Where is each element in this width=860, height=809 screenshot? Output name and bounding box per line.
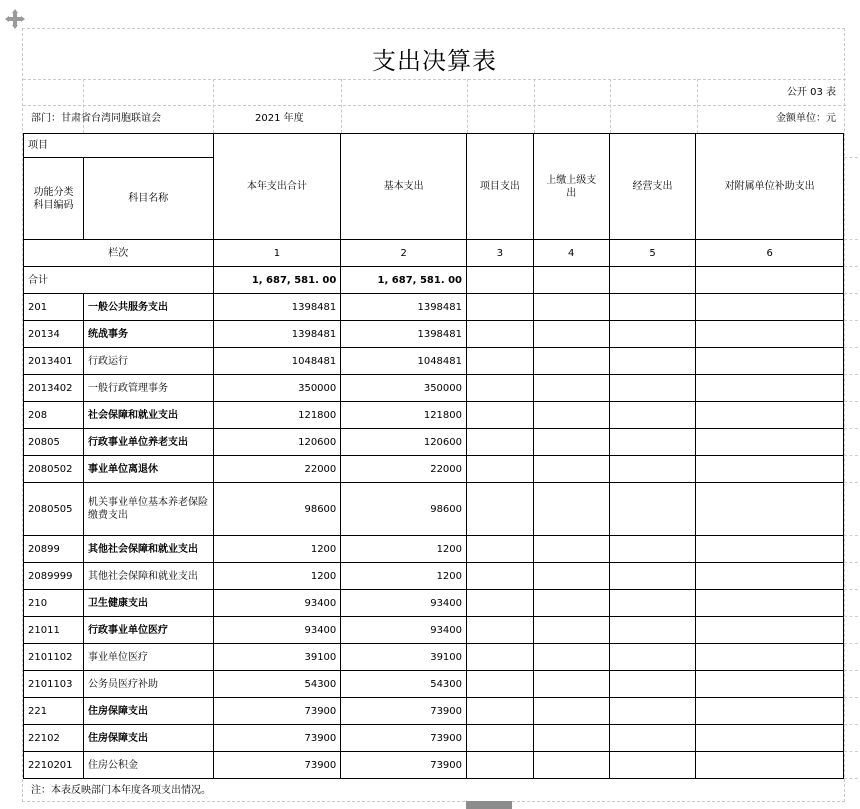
- total-expense: 39100: [213, 644, 341, 671]
- total-expense: 22000: [213, 456, 341, 483]
- subject-code: 201: [24, 294, 84, 321]
- total-expense: 73900: [213, 725, 341, 752]
- empty-cell: [533, 644, 609, 671]
- empty-cell: [467, 752, 534, 779]
- table-row: [24, 456, 844, 483]
- grid-line: [610, 79, 611, 133]
- guide-line: [844, 616, 858, 617]
- table-row: [24, 698, 844, 725]
- subject-name: 行政运行: [83, 348, 213, 375]
- empty-cell: [533, 590, 609, 617]
- guide-line: [844, 428, 858, 429]
- empty-cell: [609, 402, 696, 429]
- guide-line: [844, 347, 858, 348]
- empty-cell: [609, 671, 696, 698]
- basic-expense: 1398481: [341, 321, 467, 348]
- empty-cell: [533, 267, 609, 294]
- guide-line: [844, 562, 858, 563]
- col-num: 5: [609, 240, 696, 267]
- col-num: 1: [213, 240, 341, 267]
- empty-cell: [533, 563, 609, 590]
- empty-cell: [467, 536, 534, 563]
- empty-cell: [533, 671, 609, 698]
- report-title: 支出决算表: [372, 47, 497, 75]
- header-subject-name: 科目名称: [83, 158, 213, 240]
- empty-cell: [467, 294, 534, 321]
- empty-cell: [696, 698, 844, 725]
- basic-expense: 120600: [341, 429, 467, 456]
- expenditure-table: [23, 133, 844, 779]
- total-expense: 93400: [213, 590, 341, 617]
- table-row: [24, 644, 844, 671]
- subject-code: 2080505: [24, 483, 84, 536]
- guide-line: [844, 535, 858, 536]
- empty-cell: [696, 321, 844, 348]
- header-col4: 上缴上级支出: [533, 134, 609, 240]
- basic-expense: 1048481: [341, 348, 467, 375]
- empty-cell: [533, 321, 609, 348]
- subject-name: 统战事务: [83, 321, 213, 348]
- empty-cell: [696, 429, 844, 456]
- grid-line: [213, 79, 214, 133]
- basic-expense: 1200: [341, 563, 467, 590]
- subject-code: 208: [24, 402, 84, 429]
- empty-cell: [609, 725, 696, 752]
- guide-line: [844, 293, 858, 294]
- subject-name: 其他社会保障和就业支出: [83, 536, 213, 563]
- department-label: 部门：甘肃省台湾同胞联谊会: [31, 113, 161, 124]
- empty-cell: [533, 536, 609, 563]
- empty-cell: [696, 671, 844, 698]
- guide-line: [844, 266, 858, 267]
- table-row: [24, 725, 844, 752]
- table-row: [24, 348, 844, 375]
- form-code: 公开 03 表: [786, 87, 836, 98]
- empty-cell: [467, 563, 534, 590]
- grid-line: [341, 79, 342, 133]
- table-row: [24, 563, 844, 590]
- subject-code: 2013402: [24, 375, 84, 402]
- guide-line: [844, 455, 858, 456]
- empty-cell: [609, 348, 696, 375]
- document-page: [22, 28, 845, 802]
- basic-expense: 98600: [341, 483, 467, 536]
- guide-line: [844, 401, 858, 402]
- empty-cell: [467, 348, 534, 375]
- unit-label: 金额单位：元: [776, 113, 836, 124]
- col-num: 4: [533, 240, 609, 267]
- empty-cell: [609, 456, 696, 483]
- header-col2: 基本支出: [341, 134, 467, 240]
- grid-line: [467, 79, 468, 133]
- empty-cell: [467, 429, 534, 456]
- grid-line: [697, 79, 698, 133]
- table-row: [24, 536, 844, 563]
- basic-expense: 22000: [341, 456, 467, 483]
- guide-line: [844, 239, 858, 240]
- subject-name: 社会保障和就业支出: [83, 402, 213, 429]
- subject-code: 2101103: [24, 671, 84, 698]
- basic-expense: 73900: [341, 725, 467, 752]
- empty-cell: [696, 752, 844, 779]
- basic-expense: 39100: [341, 644, 467, 671]
- guide-line: [844, 374, 858, 375]
- total-expense: 121800: [213, 402, 341, 429]
- total-expense: 120600: [213, 429, 341, 456]
- table-row: [24, 483, 844, 536]
- empty-cell: [696, 375, 844, 402]
- subject-name: 行政事业单位养老支出: [83, 429, 213, 456]
- empty-cell: [696, 536, 844, 563]
- total-expense: 350000: [213, 375, 341, 402]
- empty-cell: [467, 698, 534, 725]
- guide-line: [844, 697, 858, 698]
- basic-expense: 1398481: [341, 294, 467, 321]
- empty-cell: [609, 321, 696, 348]
- table-row: [24, 402, 844, 429]
- header-col6: 对附属单位补助支出: [696, 134, 844, 240]
- subject-name: 住房保障支出: [83, 698, 213, 725]
- table-row: [24, 375, 844, 402]
- empty-cell: [467, 617, 534, 644]
- guide-line: [844, 157, 858, 158]
- total-expense: 93400: [213, 617, 341, 644]
- empty-cell: [696, 402, 844, 429]
- footnote: 注：本表反映部门本年度各项支出情况。: [31, 785, 211, 796]
- empty-cell: [696, 590, 844, 617]
- total-expense: 1398481: [213, 321, 341, 348]
- page-tab-handle[interactable]: [466, 801, 512, 809]
- subject-code: 2089999: [24, 563, 84, 590]
- empty-cell: [696, 725, 844, 752]
- subject-code: 20899: [24, 536, 84, 563]
- empty-cell: [609, 590, 696, 617]
- empty-cell: [609, 536, 696, 563]
- total-expense: 73900: [213, 752, 341, 779]
- empty-cell: [696, 617, 844, 644]
- empty-cell: [533, 348, 609, 375]
- table-row: [24, 671, 844, 698]
- table-row: [24, 429, 844, 456]
- empty-cell: [696, 456, 844, 483]
- basic-expense: 73900: [341, 752, 467, 779]
- guide-line: [844, 482, 858, 483]
- basic-expense: 54300: [341, 671, 467, 698]
- empty-cell: [467, 267, 534, 294]
- grid-line: [534, 79, 535, 133]
- guide-line: [844, 670, 858, 671]
- guide-line: [844, 751, 858, 752]
- subject-name: 事业单位医疗: [83, 644, 213, 671]
- total-expense: 1048481: [213, 348, 341, 375]
- basic-expense: 350000: [341, 375, 467, 402]
- total-expense: 1398481: [213, 294, 341, 321]
- empty-cell: [609, 644, 696, 671]
- empty-cell: [467, 483, 534, 536]
- total-col1: 1, 687, 581. 00: [213, 267, 341, 294]
- subject-code: 20134: [24, 321, 84, 348]
- empty-cell: [696, 294, 844, 321]
- empty-cell: [609, 429, 696, 456]
- subject-name: 事业单位离退休: [83, 456, 213, 483]
- subject-code: 2013401: [24, 348, 84, 375]
- empty-cell: [533, 698, 609, 725]
- empty-cell: [467, 402, 534, 429]
- empty-cell: [609, 267, 696, 294]
- header-col5: 经营支出: [609, 134, 696, 240]
- empty-cell: [467, 456, 534, 483]
- empty-cell: [467, 375, 534, 402]
- empty-cell: [696, 267, 844, 294]
- subject-code: 2210201: [24, 752, 84, 779]
- empty-cell: [609, 294, 696, 321]
- table-row: [24, 321, 844, 348]
- empty-cell: [609, 563, 696, 590]
- subject-name: 行政事业单位医疗: [83, 617, 213, 644]
- total-expense: 54300: [213, 671, 341, 698]
- header-col1: 本年支出合计: [213, 134, 341, 240]
- col-num: 3: [467, 240, 534, 267]
- empty-cell: [609, 375, 696, 402]
- subject-name: 一般公共服务支出: [83, 294, 213, 321]
- total-expense: 1200: [213, 536, 341, 563]
- empty-cell: [696, 563, 844, 590]
- empty-cell: [467, 590, 534, 617]
- empty-cell: [533, 294, 609, 321]
- empty-cell: [467, 725, 534, 752]
- empty-cell: [533, 402, 609, 429]
- total-col2: 1, 687, 581. 00: [341, 267, 467, 294]
- empty-cell: [533, 375, 609, 402]
- basic-expense: 93400: [341, 617, 467, 644]
- year-label: 2021 年度: [255, 113, 304, 124]
- subject-name: 住房公积金: [83, 752, 213, 779]
- empty-cell: [609, 483, 696, 536]
- subject-code: 210: [24, 590, 84, 617]
- total-label: 合计: [24, 267, 214, 294]
- table-row: [24, 617, 844, 644]
- basic-expense: 1200: [341, 536, 467, 563]
- grid-line: [23, 105, 846, 106]
- empty-cell: [533, 752, 609, 779]
- empty-cell: [696, 348, 844, 375]
- guide-line: [844, 724, 858, 725]
- empty-cell: [609, 698, 696, 725]
- move-handle-icon[interactable]: [4, 8, 26, 30]
- empty-cell: [467, 321, 534, 348]
- guide-line: [844, 320, 858, 321]
- empty-cell: [609, 752, 696, 779]
- empty-cell: [467, 671, 534, 698]
- empty-cell: [533, 456, 609, 483]
- guide-line: [844, 643, 858, 644]
- empty-cell: [467, 644, 534, 671]
- subject-name: 机关事业单位基本养老保险缴费支出: [83, 483, 213, 536]
- subject-name: 公务员医疗补助: [83, 671, 213, 698]
- basic-expense: 121800: [341, 402, 467, 429]
- total-expense: 98600: [213, 483, 341, 536]
- total-expense: 73900: [213, 698, 341, 725]
- guide-line: [844, 778, 858, 779]
- empty-cell: [533, 429, 609, 456]
- subject-code: 22102: [24, 725, 84, 752]
- subject-code: 21011: [24, 617, 84, 644]
- basic-expense: 93400: [341, 590, 467, 617]
- grid-line: [23, 79, 846, 80]
- subject-name: 其他社会保障和就业支出: [83, 563, 213, 590]
- empty-cell: [609, 617, 696, 644]
- basic-expense: 73900: [341, 698, 467, 725]
- guide-line: [844, 589, 858, 590]
- total-expense: 1200: [213, 563, 341, 590]
- table-row: [24, 590, 844, 617]
- subject-code: 2101102: [24, 644, 84, 671]
- subject-name: 一般行政管理事务: [83, 375, 213, 402]
- subject-code: 221: [24, 698, 84, 725]
- header-col3: 项目支出: [467, 134, 534, 240]
- empty-cell: [696, 483, 844, 536]
- empty-cell: [533, 483, 609, 536]
- header-func-code: 功能分类科目编码: [24, 158, 84, 240]
- subject-name: 住房保障支出: [83, 725, 213, 752]
- empty-cell: [696, 644, 844, 671]
- subject-name: 卫生健康支出: [83, 590, 213, 617]
- table-row: [24, 294, 844, 321]
- row-label: 栏次: [24, 240, 214, 267]
- col-num: 6: [696, 240, 844, 267]
- empty-cell: [533, 725, 609, 752]
- subject-code: 2080502: [24, 456, 84, 483]
- col-num: 2: [341, 240, 467, 267]
- table-row: [24, 752, 844, 779]
- empty-cell: [533, 617, 609, 644]
- subject-code: 20805: [24, 429, 84, 456]
- header-project: 项目: [24, 134, 214, 158]
